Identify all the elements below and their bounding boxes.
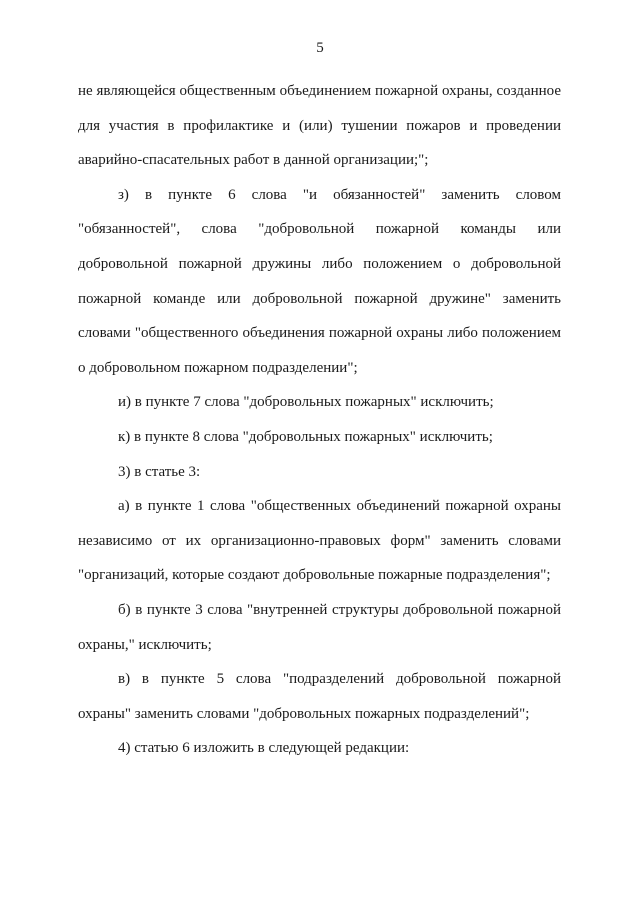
page-number: 5 (316, 40, 324, 56)
paragraph-8: в) в пункте 5 слова "подразделений добровольной пожарной охраны" заменить словами "добровольных пожарных подразделений"; (78, 671, 561, 722)
paragraph-1: не являющейся общественным объединением пожарной охраны, созданное для участия в профилактике и (или) тушении пожаров и проведении аварийно-спасательных работ в данной организации;"; (78, 83, 561, 169)
paragraph-3: и) в пункте 7 слова "добровольных пожарных" исключить; (118, 394, 494, 411)
paragraph-5: 3) в статье 3: (118, 463, 201, 480)
document-body (78, 74, 561, 766)
paragraph-6: а) в пункте 1 слова "общественных объединений пожарной охраны независимо от их организационно-правовых форм" заменить словами "организаций, которые создают добровольные пожарные подразделения"; (78, 498, 561, 584)
paragraph-4: к) в пункте 8 слова "добровольных пожарных" исключить; (118, 428, 493, 445)
paragraph-7: б) в пункте 3 слова "внутренней структуры добровольной пожарной охраны," исключить; (78, 601, 561, 653)
paragraph-2: з) в пункте 6 слова "и обязанностей" заменить словом "обязанностей", слова "добровольной пожарной команды или добровольной пожарной дружины либо положением о добровольной пожарной команде или добровольной пожарной дружине" заменить словами "общественного объединения пожарной охраны либо положением о добровольном пожарном подразделении"; (78, 186, 561, 376)
paragraph-9: 4) статью 6 изложить в следующей редакции: (118, 740, 410, 757)
